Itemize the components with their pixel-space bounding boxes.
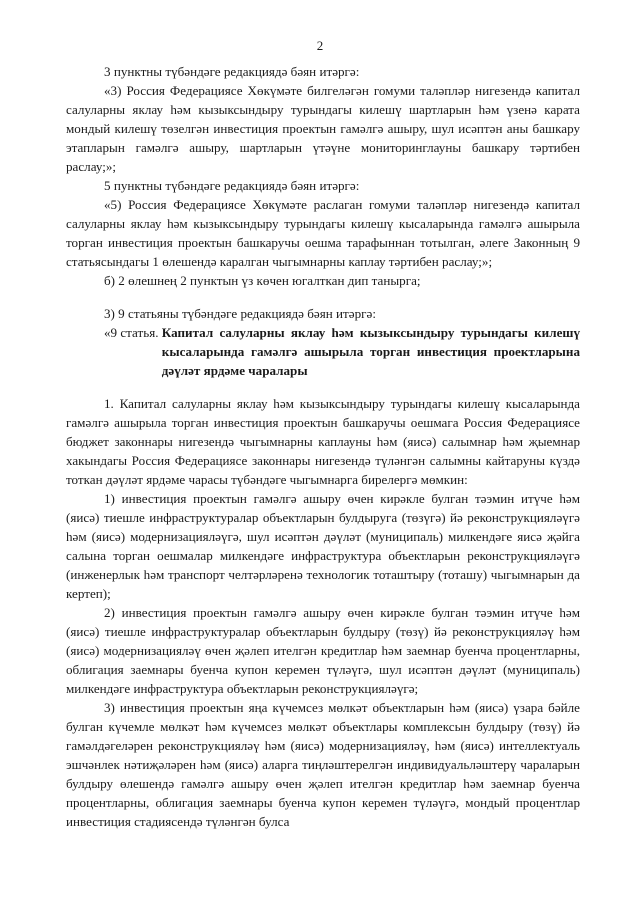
document-body xyxy=(66,62,580,831)
article-paragraph: 1. Капитал салуларны яклау һәм кызыксындыру турындагы килешү кысаларында гамәлгә ашырыла торган инвестиция проектын башкаручы оешмага Россия Федерациясе бюджет законнары нигезендә чыгымнарны каплауны һәм (яисә) салымнар һәм җыемнар хакындагы Россия Федерациясе законнары нигезендә түләнгән салымны кайтаруны күздә тоткан дәүләт ярдәме чарасы түбәндәге чыгымнарга бирелергә мөмкин: xyxy=(66,396,580,487)
paragraph: «5) Россия Федерациясе Хөкүмәте раслаган гомуми таләпләр нигезендә капитал салуларны яклау һәм кызыксындыру турындагы килешү кысаларында гамәлгә ашырыла торган инвестиция проектын башкаручы оешма тарафыннан тотылган, әлеге Законның 9 статьясындагы 1 өлешендә каралган чыгымнарны каплау тәртибен раслау;»; xyxy=(66,197,580,269)
paragraph: б) 2 өлешнең 2 пунктын үз көчен югалткан дип танырга; xyxy=(104,273,421,288)
article-heading xyxy=(66,323,580,380)
article-title: Капитал салуларны яклау һәм кызыксындыру турындагы килешү кысаларында гамәлгә ашырыла торган инвестиция проектларына дәүләт ярдәме чаралары xyxy=(161,325,580,378)
article-paragraph: 1) инвестиция проектын гамәлгә ашыру өчен кирәкле булган тәэмин итүче һәм (яисә) тиешле инфраструктуралар объектларын булдыруга (төзүгә) йә реконструкцияләүгә һәм (яисә) модернизацияләүгә, шул исәптән дәүләт (муниципаль) милкендәге яисә җәйга салына торган оешмалар милкендәге инфраструктура объектларын реконструкцияләүгә (инженерлык һәм транспорт челтәрләренә технологик тоташтыру (тоташу) чыгымнарын да кертеп); xyxy=(66,491,580,601)
article-paragraph: 2) инвестиция проектын гамәлгә ашыру өчен кирәкле булган тәэмин итүче һәм (яисә) тиешле инфраструктуралар объектларын булдыру (төзү) йә реконструкцияләү һәм (яисә) модернизацияләү өчен җәлеп ителгән кредитлар һәм заемнар буенча процентларны, облигация заемнары буенча купон керемен түләүгә, шул исәптән дәүләт (муниципаль) милкендәге инфраструктура объектларын реконструкцияләүгә; xyxy=(66,605,580,696)
article-intro: 3) 9 статьяны түбәндәге редакциядә бәян итәргә: xyxy=(104,306,376,321)
paragraph: 3 пунктны түбәндәге редакциядә бәян итәргә: xyxy=(104,64,360,79)
article-paragraph: 3) инвестиция проектын яңа күчемсез мөлкәт объектларын һәм (яисә) үзара бәйле булган күчемле мөлкәт һәм күчемсез мөлкәт объектлары комплексын булдыру (төзү) йә гамәлдәгеләрен реконструкцияләү һәм (яисә) модернизацияләү, һәм (яисә) интеллектуаль эшчәнлек нәтиҗәләрен һәм (яисә) аларга тиңләштерелгән индивидуальләштерү чараларын булдыру өлешендә гамәлгә ашыру өчен җәлеп ителгән кредитлар һәм заемнар буенча процентларны, облигация заемнары буенча купон керемен түләүгә, мондый процентлар инвестиция стадиясендә түләнгән булса xyxy=(66,700,580,829)
page-number: 2 xyxy=(316,38,324,53)
paragraph: «3) Россия Федерациясе Хөкүмәте билгеләгән гомуми таләпләр нигезендә капитал салуларны яклау һәм кызыксындыру турындагы килешү шартларын һәм үзенә карата мондый килешү төзелгән инвестиция проектын гамәлгә ашыру, шул исәптән аны башкару этапларын гамәлгә ашыру, шартларын үтәүне мониторинглауны башкару тәртибен раслау;»; xyxy=(66,83,580,174)
paragraph: 5 пунктны түбәндәге редакциядә бәян итәргә: xyxy=(104,178,360,193)
article-number: «9 статья. xyxy=(104,325,162,340)
